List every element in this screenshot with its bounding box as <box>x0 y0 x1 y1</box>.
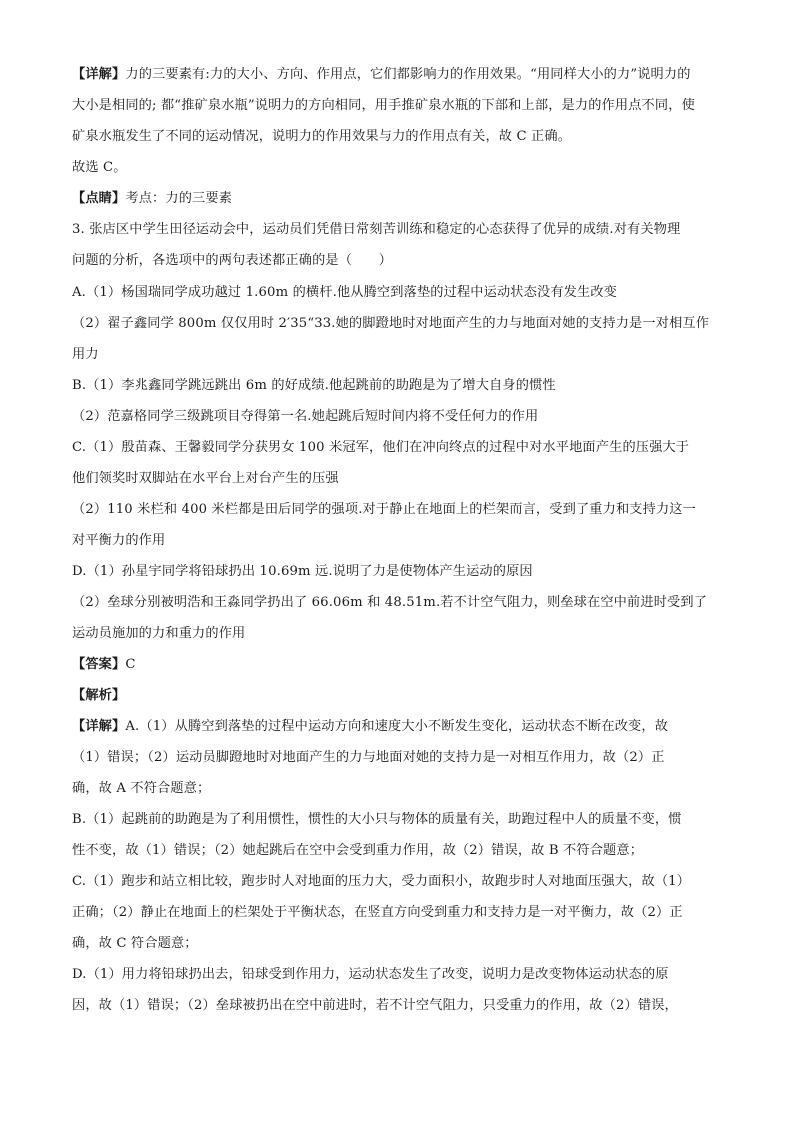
section-tag: 【答案】 <box>72 657 126 672</box>
line-text: 矿泉水瓶发生了不同的运动情况，说明力的作用效果与力的作用点有关，故 C 正确。 <box>72 129 572 144</box>
line-text: 对平衡力的作用 <box>72 533 166 548</box>
section-tag: 【解析】 <box>72 688 126 703</box>
text-line <box>72 65 722 85</box>
line-text: （2）110 米栏和 400 米栏都是田后同学的强项.对于静止在地面上的栏架而言，受到了重力和支持力这一 <box>72 502 696 517</box>
text-line <box>72 748 722 768</box>
text-line <box>72 965 722 985</box>
line-text: 运动员施加的力和重力的作用 <box>72 626 246 641</box>
text-line <box>72 996 722 1016</box>
line-text: A.（1）杨国瑞同学成功越过 1.60m 的横杆.他从腾空到落垫的过程中运动状态没有发生改变 <box>72 285 618 300</box>
line-text: 问题的分析，各选项中的两句表述都正确的是（ ） <box>72 253 393 268</box>
section-tag: 【详解】 <box>72 67 126 82</box>
text-line <box>72 220 722 240</box>
text-line <box>72 872 722 892</box>
text-line <box>72 903 722 923</box>
text-line <box>72 376 722 396</box>
text-line <box>72 283 722 303</box>
line-text: 他们领奖时双脚站在水平台上对台产生的压强 <box>72 471 339 486</box>
text-line <box>72 407 722 427</box>
text-line <box>72 593 722 613</box>
line-text: 确，故 C 符合题意； <box>72 936 198 951</box>
text-line <box>72 655 722 675</box>
text-line <box>72 314 722 334</box>
line-text: 用力 <box>72 347 99 362</box>
line-text: （2）翟子鑫同学 800m 仅仅用时 2′35“33.她的脚蹬地时对地面产生的力与地面对她的支持力是一对相互作 <box>72 316 710 331</box>
line-text: （2）垒球分别被明浩和王淼同学扔出了 66.06m 和 48.51m.若不计空气阻力，则垒球在空中前进时受到了 <box>72 595 708 610</box>
section-tag: 【详解】 <box>72 719 126 734</box>
text-line <box>72 96 722 116</box>
line-text: 性不变，故（1）错误；（2）她起跳后在空中会受到重力作用，故（2）错误，故 B 不符合题意； <box>72 843 644 858</box>
text-line <box>72 810 722 830</box>
line-text: B.（1）李兆鑫同学跳远跳出 6m 的好成绩.他起跳前的助跑是为了增大自身的惯性 <box>72 378 556 393</box>
line-text: （2）范嘉格同学三级跳项目夺得第一名.她起跳后短时间内将不受任何力的作用 <box>72 409 539 424</box>
text-line <box>72 251 722 271</box>
text-line <box>72 624 722 644</box>
line-text: D.（1）孙星宇同学将铅球扔出 10.69m 远.说明了力是使物体产生运动的原因 <box>72 564 533 579</box>
text-line <box>72 779 722 799</box>
line-text: B.（1）起跳前的助跑是为了利用惯性，惯性的大小只与物体的质量有关，助跑过程中人的质量不变，惯 <box>72 812 682 827</box>
line-text: 故选 C。 <box>72 160 127 175</box>
line-text: C.（1）殷苗森、王馨毅同学分获男女 100 米冠军，他们在冲向终点的过程中对水平地面产生的压强大于 <box>72 440 690 455</box>
text-line <box>72 531 722 551</box>
text-line <box>72 438 722 458</box>
line-text: （1）错误；（2）运动员脚蹬地时对地面产生的力与地面对她的支持力是一对相互作用力，故（2）正 <box>72 750 665 765</box>
line-text: D.（1）用力将铅球扔出去，铅球受到作用力，运动状态发生了改变，说明力是改变物体运动状态的原 <box>72 967 669 982</box>
line-text: C <box>125 657 136 672</box>
text-line <box>72 500 722 520</box>
line-text: 因，故（1）错误；（2）垒球被扔出在空中前进时，若不计空气阻力，只受重力的作用，故（2）错误， <box>72 998 678 1013</box>
line-text: 3. 张店区中学生田径运动会中，运动员们凭借日常刻苦训练和稳定的心态获得了优异的成绩.对有关物理 <box>72 222 681 237</box>
section-tag: 【点睛】 <box>72 191 126 206</box>
line-text: 确，故 A 不符合题意； <box>72 781 211 796</box>
line-text: 大小是相同的; 都“推矿泉水瓶”说明力的方向相同，用手推矿泉水瓶的下部和上部，是力的作用点不同，使 <box>72 98 695 113</box>
text-line <box>72 686 722 706</box>
text-line <box>72 127 722 147</box>
text-line <box>72 717 722 737</box>
text-line <box>72 934 722 954</box>
line-text: 力的三要素有:力的大小、方向、作用点，它们都影响力的作用效果。“用同样大小的力”说明力的 <box>125 67 691 82</box>
line-text: A.（1）从腾空到落垫的过程中运动方向和速度大小不断发生变化，运动状态不断在改变，故 <box>125 719 669 734</box>
line-text: 考点：力的三要素 <box>125 191 233 206</box>
line-text: C.（1）跑步和站立相比较，跑步时人对地面的压力大，受力面积小，故跑步时人对地面压强大，故（1） <box>72 874 691 889</box>
text-line <box>72 345 722 365</box>
text-line <box>72 189 722 209</box>
text-line <box>72 469 722 489</box>
text-line <box>72 158 722 178</box>
text-line <box>72 562 722 582</box>
text-line <box>72 841 722 861</box>
line-text: 正确；（2）静止在地面上的栏架处于平衡状态，在竖直方向受到重力和支持力是一对平衡力，故（2）正 <box>72 905 683 920</box>
